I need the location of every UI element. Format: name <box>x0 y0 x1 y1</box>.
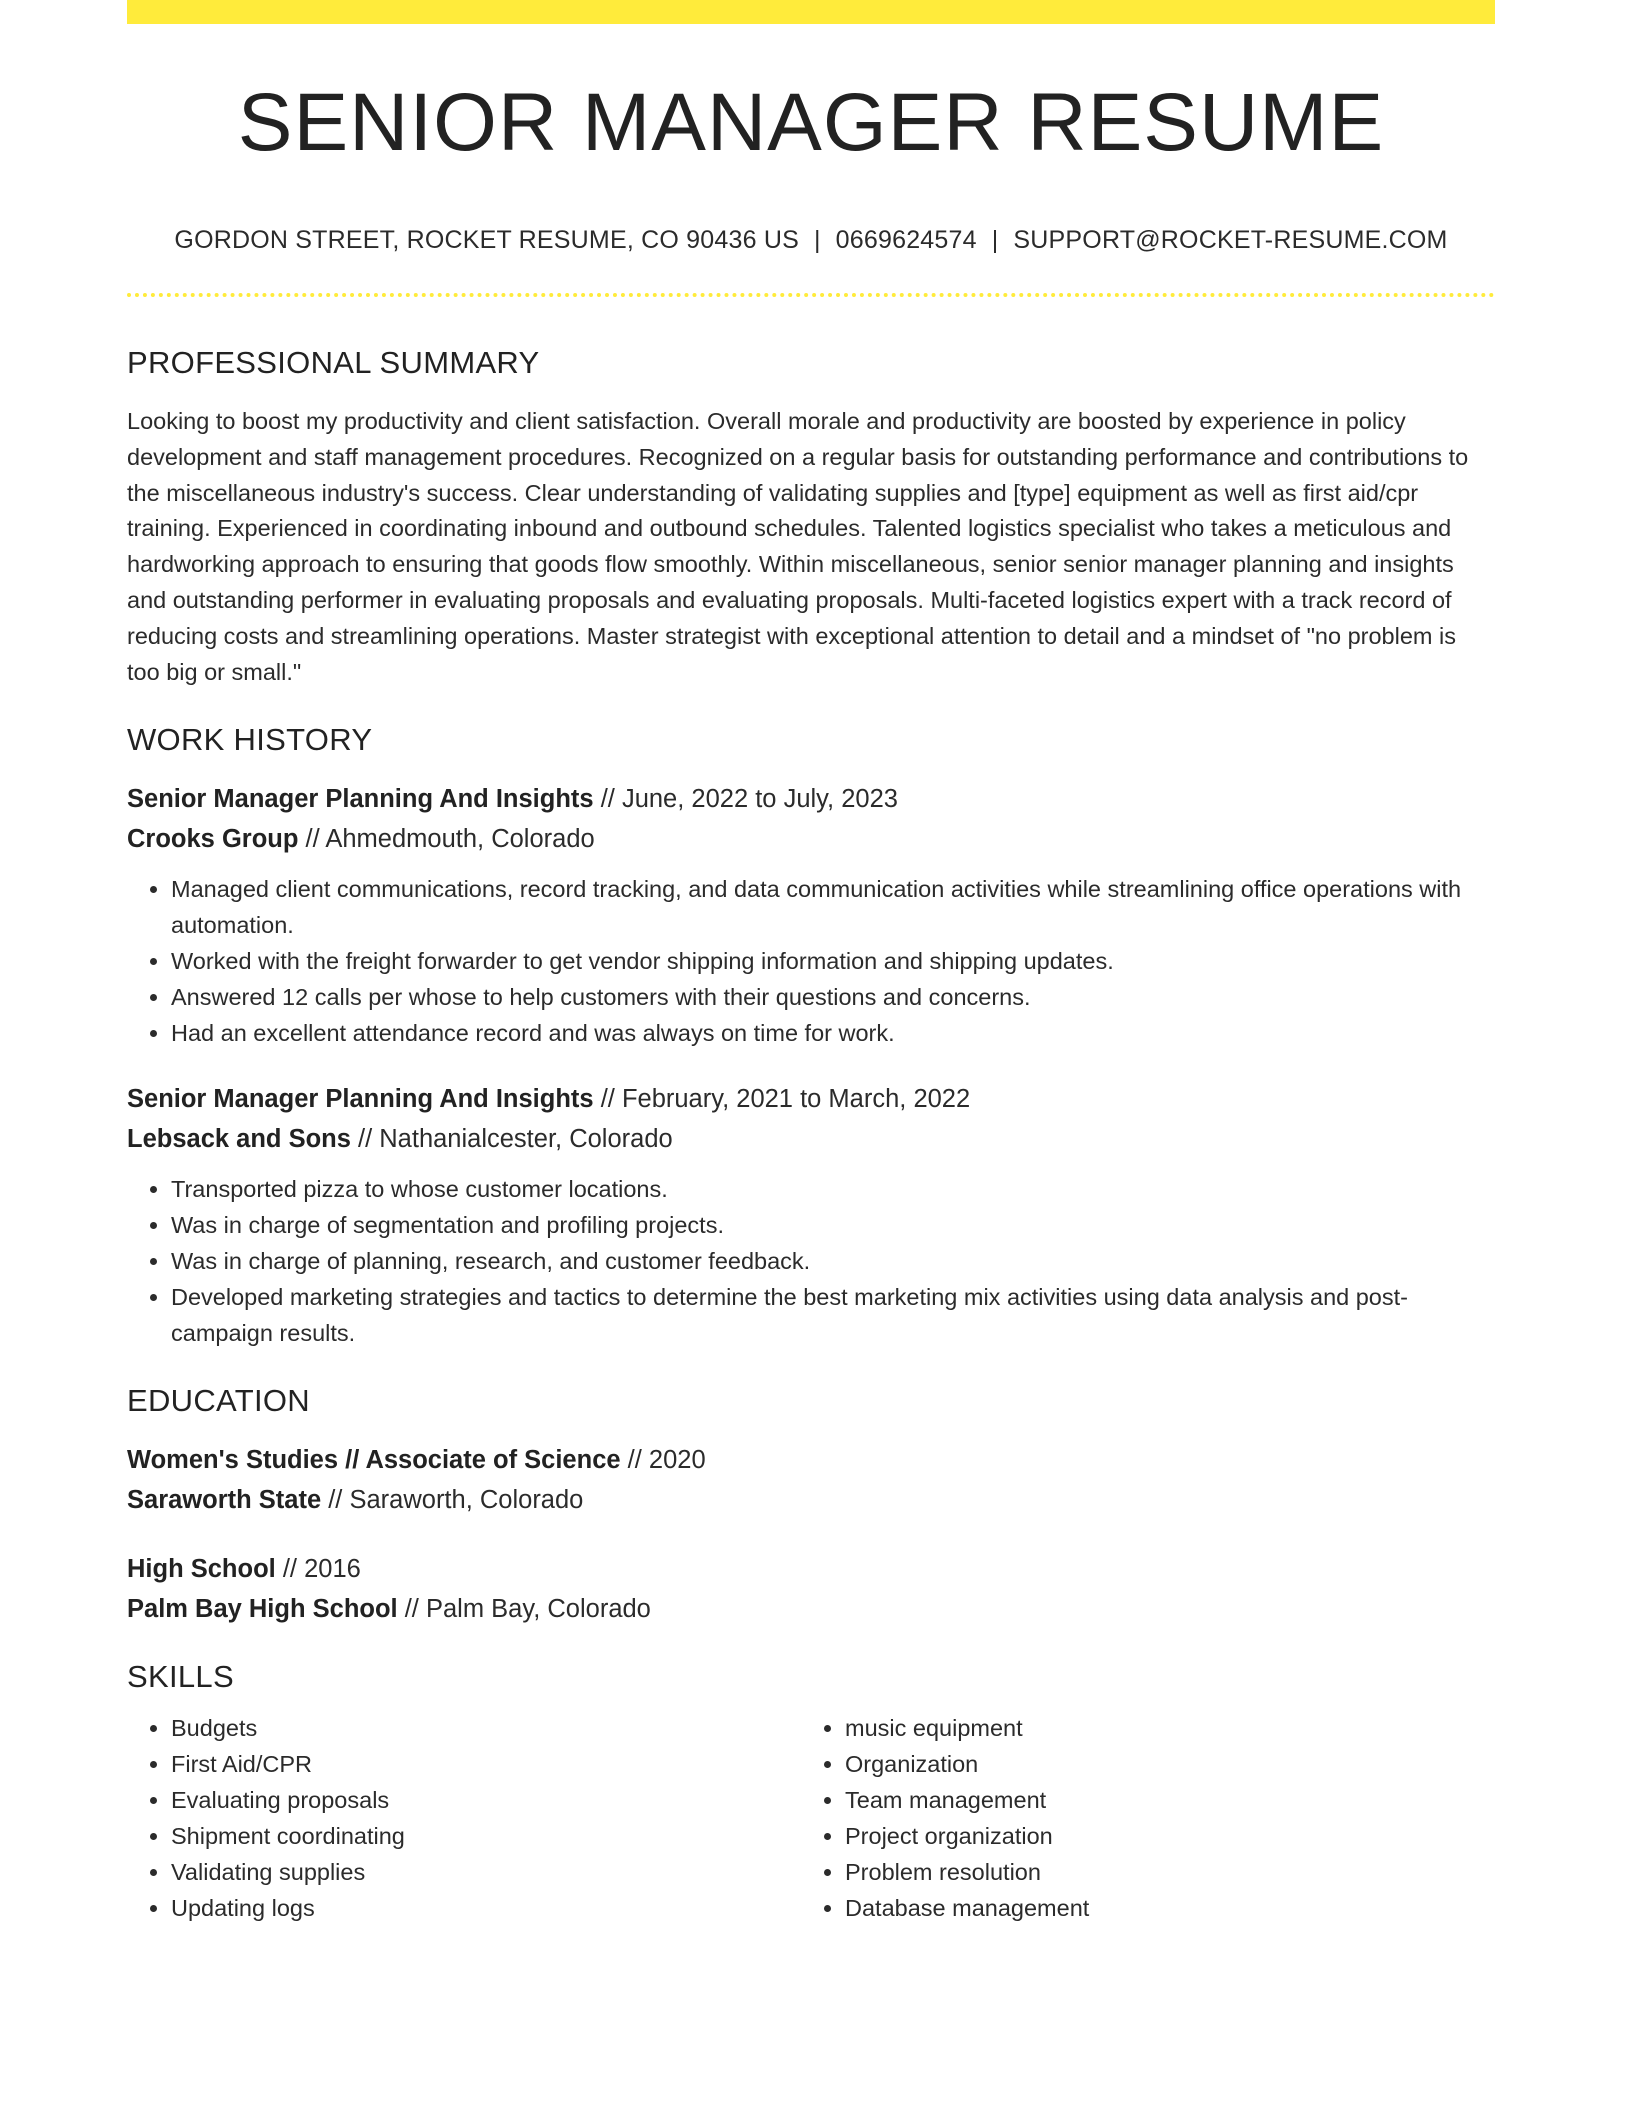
job-dates: // June, 2022 to July, 2023 <box>593 785 898 814</box>
skills-columns <box>127 1710 1495 1926</box>
skill-item: • Updating logs <box>171 1890 801 1926</box>
education-degree-line <box>127 1440 1495 1480</box>
job-title-line <box>127 1079 1495 1119</box>
job-company: Crooks Group <box>127 825 299 854</box>
job-company-line <box>127 1119 1495 1159</box>
education-heading: EDUCATION <box>127 1383 310 1419</box>
education-location: // Palm Bay, Colorado <box>397 1595 651 1624</box>
job-company-line <box>127 819 1495 859</box>
job-title: Senior Manager Planning And Insights <box>127 785 594 814</box>
contact-line <box>127 228 1495 253</box>
education-location: // Saraworth, Colorado <box>321 1486 584 1515</box>
skill-item: • Validating supplies <box>171 1854 801 1890</box>
skill-item: • Organization <box>845 1746 1475 1782</box>
skill-item: • Database management <box>845 1890 1475 1926</box>
skill-item: • First Aid/CPR <box>171 1746 801 1782</box>
list-item: • Developed marketing strategies and tactics to determine the best marketing mix activities using data analysis and post-campaign results. <box>171 1279 1495 1351</box>
education-degree-line <box>127 1549 1495 1589</box>
header-divider <box>127 293 1495 297</box>
skill-item: • Shipment coordinating <box>171 1818 801 1854</box>
contact-separator: | <box>813 226 821 254</box>
job-title-line <box>127 779 1495 819</box>
contact-phone: 0669624574 <box>835 226 977 254</box>
job-location: // Nathanialcester, Colorado <box>350 1125 673 1154</box>
job-bullets <box>127 1171 1495 1351</box>
education-degree: Women's Studies // Associate of Science <box>127 1446 621 1475</box>
job-location: // Ahmedmouth, Colorado <box>298 825 595 854</box>
contact-address: GORDON STREET, ROCKET RESUME, CO 90436 US <box>174 226 799 254</box>
job-dates: // February, 2021 to March, 2022 <box>593 1085 971 1114</box>
education-year: // 2020 <box>620 1446 706 1475</box>
list-item: • Managed client communications, record tracking, and data communication activities while streamlining office operations with automation. <box>171 871 1495 943</box>
education-school: Palm Bay High School <box>127 1595 398 1624</box>
list-item: • Transported pizza to whose customer locations. <box>171 1171 1495 1207</box>
education-degree: High School <box>127 1555 276 1584</box>
summary-heading: PROFESSIONAL SUMMARY <box>127 345 540 380</box>
page-title: SENIOR MANAGER RESUME <box>237 77 1385 168</box>
skills-list-left <box>127 1710 801 1926</box>
education-school-line <box>127 1480 1495 1520</box>
skills-heading: SKILLS <box>127 1659 234 1695</box>
contact-email: SUPPORT@ROCKET-RESUME.COM <box>1013 226 1448 254</box>
skill-item: • Project organization <box>845 1818 1475 1854</box>
list-item: • Had an excellent attendance record and was always on time for work. <box>171 1015 1495 1051</box>
education-school: Saraworth State <box>127 1486 322 1515</box>
education-school-line <box>127 1589 1495 1629</box>
work-history-heading: WORK HISTORY <box>127 722 373 758</box>
skill-item: • music equipment <box>845 1710 1475 1746</box>
summary-text: Looking to boost my productivity and client satisfaction. Overall morale and productivity are boosted by experience in policy development and staff management procedures. Recognized on a regular basis for outstanding performance and contributions to the miscellaneous industry's success. Clear understanding of validating supplies and [type] equipment as well as first aid/cpr training. Experienced in coordinating inbound and outbound schedules. Talented logistics specialist who takes a meticulous and hardworking approach to ensuring that goods flow smoothly. Within miscellaneous, senior senior manager planning and insights and outstanding performer in evaluating proposals and evaluating proposals. Multi-faceted logistics expert with a track record of reducing costs and streamlining operations. Master strategist with exceptional attention to detail and a mindset of "no problem is too big or small." <box>127 408 1469 685</box>
education-year: // 2016 <box>275 1555 361 1584</box>
resume-page <box>127 0 1495 1926</box>
top-accent-bar <box>127 0 1495 24</box>
skill-item: • Budgets <box>171 1710 801 1746</box>
job-company: Lebsack and Sons <box>127 1125 351 1154</box>
job-title: Senior Manager Planning And Insights <box>127 1085 594 1114</box>
skills-list-right <box>801 1710 1475 1926</box>
skill-item: • Team management <box>845 1782 1475 1818</box>
contact-separator: | <box>991 226 999 254</box>
skill-item: • Problem resolution <box>845 1854 1475 1890</box>
list-item: • Was in charge of segmentation and profiling projects. <box>171 1207 1495 1243</box>
list-item: • Answered 12 calls per whose to help customers with their questions and concerns. <box>171 979 1495 1015</box>
skill-item: • Evaluating proposals <box>171 1782 801 1818</box>
list-item: • Worked with the freight forwarder to get vendor shipping information and shipping updates. <box>171 943 1495 979</box>
list-item: • Was in charge of planning, research, and customer feedback. <box>171 1243 1495 1279</box>
job-bullets <box>127 871 1495 1051</box>
